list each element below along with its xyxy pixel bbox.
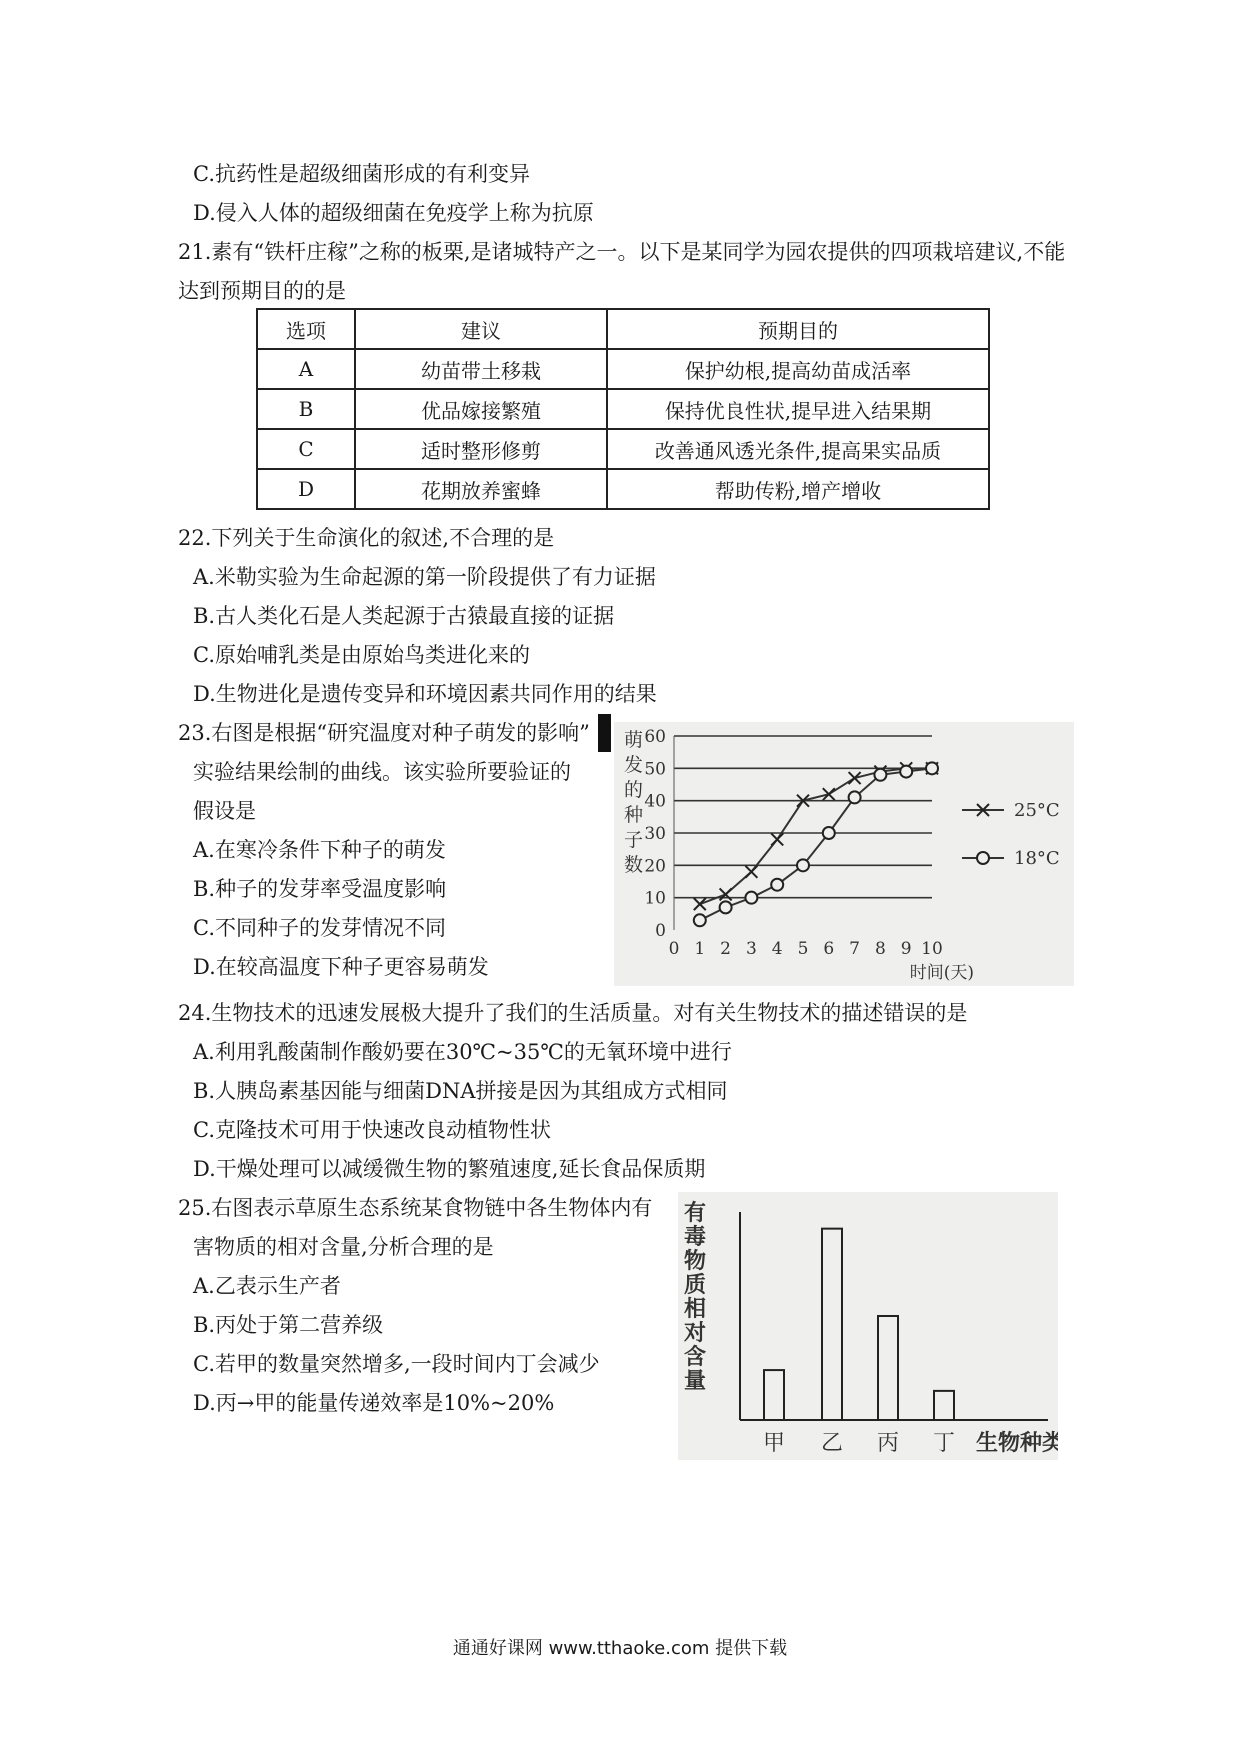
q25-toxin-bar-chart	[678, 1192, 1058, 1460]
y-axis-label-char: 相	[684, 1296, 707, 1322]
table-cell: 适时整形修剪	[355, 429, 607, 469]
x-tick-label: 10	[921, 939, 943, 959]
page-footer: 通通好课网 www.tthaoke.com 提供下载	[452, 1638, 788, 1659]
data-point-circle	[720, 901, 732, 913]
table-cell: B	[257, 389, 355, 429]
y-axis-label-char: 物	[684, 1248, 707, 1274]
y-axis-label-char: 对	[684, 1320, 707, 1346]
y-axis-label-char: 种	[624, 804, 644, 826]
x-tick-label: 5	[797, 939, 809, 959]
data-point-circle	[900, 766, 912, 778]
q22-option-b: B.古人类化石是人类起源于古猿最直接的证据	[193, 604, 615, 628]
data-point-circle	[926, 762, 938, 774]
q25-option-c: C.若甲的数量突然增多,一段时间内丁会减少	[193, 1352, 600, 1376]
table-cell: 保持优良性状,提早进入结果期	[607, 389, 989, 429]
x-tick-label: 甲	[762, 1431, 786, 1456]
q22-stem: 22.下列关于生命演化的叙述,不合理的是	[178, 526, 555, 550]
data-point-circle	[849, 791, 861, 803]
table-cell: 保护幼根,提高幼苗成活率	[607, 349, 989, 389]
q23-stem-line3: 假设是	[193, 799, 256, 823]
q24-option-d: D.干燥处理可以减缓微生物的繁殖速度,延长食品保质期	[193, 1157, 706, 1181]
bar	[822, 1229, 842, 1420]
table-header-cell: 预期目的	[607, 309, 989, 349]
q24-option-c: C.克隆技术可用于快速改良动植物性状	[193, 1118, 551, 1142]
x-tick-label: 乙	[820, 1431, 844, 1456]
q21-stem-line2: 达到预期目的的是	[178, 279, 346, 303]
y-axis-label-char: 有	[684, 1200, 707, 1226]
y-tick-label: 60	[644, 727, 666, 747]
series-line-0	[700, 768, 932, 904]
q22-option-c: C.原始哺乳类是由原始鸟类进化来的	[193, 643, 530, 667]
y-axis-label-char: 发	[624, 754, 644, 776]
table-header-row	[257, 309, 989, 349]
data-point-circle	[771, 879, 783, 891]
y-axis-label-char: 含	[684, 1344, 707, 1370]
x-tick-label: 8	[874, 939, 886, 959]
bar	[934, 1391, 954, 1420]
table-cell: 改善通风透光条件,提高果实品质	[607, 429, 989, 469]
q20-option-c: C.抗药性是超级细菌形成的有利变异	[193, 162, 530, 186]
table-cell: D	[257, 469, 355, 509]
q22-option-a: A.米勒实验为生命起源的第一阶段提供了有力证据	[193, 565, 656, 589]
q23-stem-line2: 实验结果绘制的曲线。该实验所要验证的	[193, 760, 571, 784]
y-tick-label: 40	[644, 791, 666, 812]
data-point-circle	[823, 827, 835, 839]
q23-option-d: D.在较高温度下种子更容易萌发	[193, 955, 489, 979]
q23-germination-chart	[614, 722, 1074, 986]
q21-stem-line1: 21.素有“铁杆庄稼”之称的板栗,是诸城特产之一。以下是某同学为园农提供的四项栽培建议,不能	[178, 240, 1066, 264]
q24-option-a: A.利用乳酸菌制作酸奶要在30℃~35℃的无氧环境中进行	[193, 1040, 732, 1064]
q23-option-a: A.在寒冷条件下种子的萌发	[193, 838, 446, 862]
q25-option-d: D.丙→甲的能量传递效率是10%~20%	[193, 1391, 555, 1415]
table-cell: C	[257, 429, 355, 469]
scan-mark	[598, 714, 611, 752]
table-row	[257, 429, 989, 469]
y-axis-label-char: 毒	[684, 1224, 707, 1250]
y-axis-label-char: 萌	[624, 729, 644, 751]
x-tick-label: 2	[720, 939, 732, 959]
q21-suggestion-table	[256, 308, 990, 510]
x-tick-label: 1	[694, 939, 706, 959]
x-tick-label: 0	[668, 939, 680, 959]
table-header-cell: 选项	[257, 309, 355, 349]
bar-chart-svg	[678, 1192, 1058, 1460]
x-tick-label: 丁	[932, 1431, 956, 1456]
table-row	[257, 349, 989, 389]
q22-option-d: D.生物进化是遗传变异和环境因素共同作用的结果	[193, 682, 657, 706]
q25-option-a: A.乙表示生产者	[193, 1274, 341, 1298]
table-row	[257, 389, 989, 429]
y-tick-label: 10	[644, 888, 666, 909]
x-axis-label: 时间(天)	[909, 963, 974, 983]
bar	[878, 1316, 898, 1420]
y-tick-label: 20	[644, 856, 666, 877]
q24-option-b: B.人胰岛素基因能与细菌DNA拼接是因为其组成方式相同	[193, 1079, 728, 1103]
q23-option-b: B.种子的发芽率受温度影响	[193, 877, 447, 901]
q23-stem-line1: 23.右图是根据“研究温度对种子萌发的影响”	[178, 721, 590, 745]
q24-stem: 24.生物技术的迅速发展极大提升了我们的生活质量。对有关生物技术的描述错误的是	[178, 1001, 968, 1025]
data-point-cross	[823, 788, 835, 800]
y-tick-label: 0	[655, 921, 666, 941]
x-tick-label: 3	[745, 939, 757, 959]
data-point-cross	[849, 772, 861, 784]
q25-stem-line1: 25.右图表示草原生态系统某食物链中各生物体内有	[178, 1196, 653, 1220]
data-point-circle	[694, 914, 706, 926]
q23-option-c: C.不同种子的发芽情况不同	[193, 916, 446, 940]
line-chart-svg	[614, 722, 1074, 986]
y-axis-label-char: 的	[624, 779, 644, 801]
legend-label: 18°C	[1014, 848, 1060, 869]
x-tick-label: 7	[849, 939, 861, 959]
data-point-cross	[720, 888, 732, 900]
x-tick-label: 丙	[876, 1431, 900, 1456]
data-point-circle	[745, 892, 757, 904]
q20-option-d: D.侵入人体的超级细菌在免疫学上称为抗原	[193, 201, 594, 225]
y-axis-label-char: 子	[624, 829, 644, 851]
y-tick-label: 30	[644, 824, 666, 844]
table-cell: 幼苗带土移栽	[355, 349, 607, 389]
data-point-cross	[694, 898, 706, 910]
table-row	[257, 469, 989, 509]
data-point-cross	[745, 866, 757, 878]
table-cell: 花期放养蜜蜂	[355, 469, 607, 509]
y-tick-label: 50	[644, 759, 666, 780]
bar	[764, 1370, 784, 1420]
q25-stem-line2: 害物质的相对含量,分析合理的是	[193, 1235, 494, 1259]
y-axis-label-char: 质	[684, 1272, 707, 1298]
x-tick-label: 6	[823, 939, 835, 959]
table-cell: 帮助传粉,增产增收	[607, 469, 989, 509]
y-axis-label-char: 量	[684, 1368, 707, 1394]
x-tick-label: 9	[900, 939, 912, 959]
legend-label: 25°C	[1014, 800, 1060, 821]
data-point-cross	[771, 833, 783, 845]
data-point-circle	[874, 769, 886, 781]
data-point-circle	[797, 859, 809, 871]
legend-marker-circle	[977, 852, 989, 864]
table-header-cell: 建议	[355, 309, 607, 349]
x-tick-label: 4	[771, 939, 783, 959]
y-axis-label-char: 数	[624, 854, 644, 876]
table-cell: A	[257, 349, 355, 389]
q25-option-b: B.丙处于第二营养级	[193, 1313, 384, 1337]
x-axis-label: 生物种类	[976, 1430, 1058, 1456]
table-cell: 优品嫁接繁殖	[355, 389, 607, 429]
